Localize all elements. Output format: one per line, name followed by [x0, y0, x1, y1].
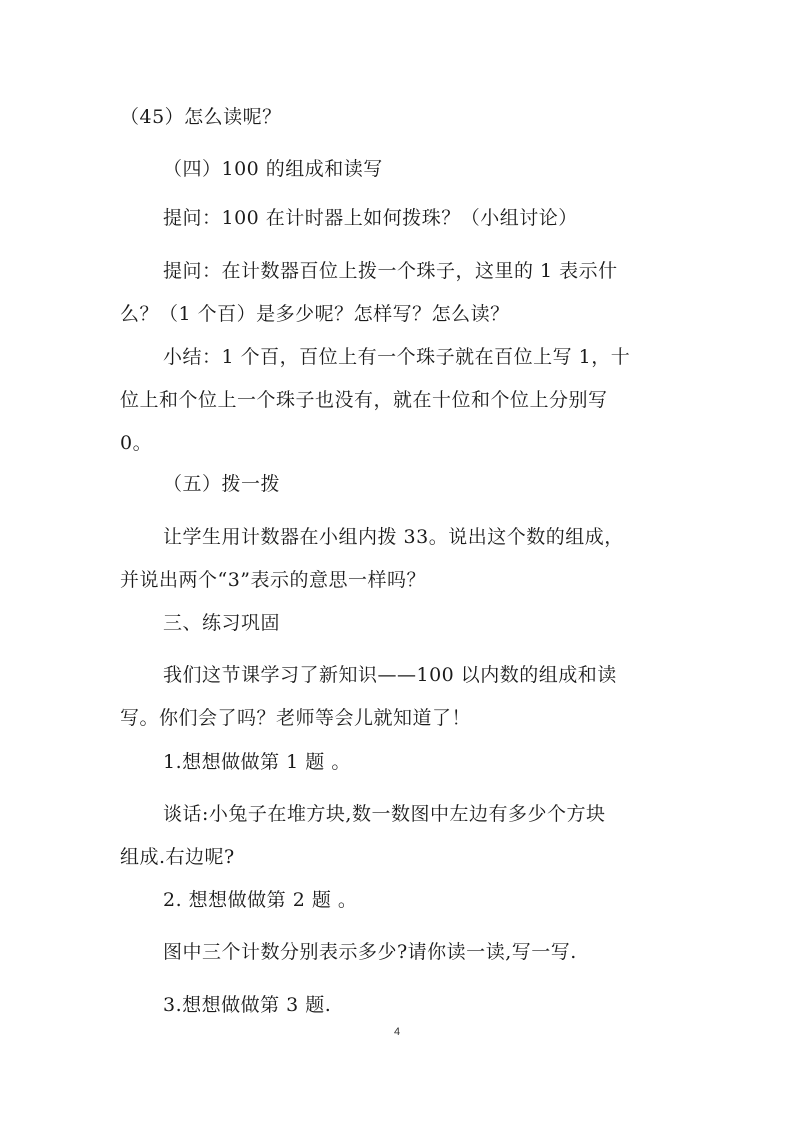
paragraph-three-counters [163, 931, 703, 974]
text-line: 位上和个位上一个珠子也没有，就在十位和个位上分别写 [120, 389, 608, 411]
text-line: 1.想想做做第 1 题 。 [163, 751, 351, 773]
text-line: 3.想想做做第 3 题. [163, 994, 332, 1016]
exercise-item-2 [163, 879, 703, 922]
text-line: 三、练习巩固 [163, 612, 281, 634]
paragraph-new-knowledge [120, 654, 660, 740]
text-line: （45）怎么读呢？ [120, 106, 282, 128]
text-line: （五）拨一拨 [163, 473, 281, 495]
text-line: 提问：100 在计时器上如何拨珠？（小组讨论） [163, 207, 578, 229]
text-line: 2. 想想做做第 2 题 。 [163, 889, 358, 911]
text-line: 谈话:小兔子在堆方块,数一数图中左边有多少个方块 [163, 803, 606, 825]
paragraph-summary [120, 336, 660, 465]
page-number: 4 [393, 1026, 401, 1038]
paragraph-reading-45 [120, 96, 660, 139]
exercise-item-3 [163, 984, 703, 1027]
text-line: 0。 [120, 432, 153, 454]
exercise-item-1 [163, 741, 703, 784]
text-line: 我们这节课学习了新知识——100 以内数的组成和读 [163, 664, 617, 686]
paragraph-rabbit-blocks [120, 793, 660, 879]
section-heading-dial-it [163, 463, 703, 506]
text-line: （四）100 的组成和读写 [163, 158, 383, 180]
section-heading-practice [163, 602, 703, 645]
text-line: 小结：1 个百，百位上有一个珠子就在百位上写 1，十 [163, 346, 631, 368]
paragraph-student-activity [120, 516, 660, 602]
paragraph-question-bead-counter [163, 197, 703, 240]
text-line: 写。你们会了吗？老师等会儿就知道了！ [120, 707, 472, 729]
text-line: 图中三个计数分别表示多少?请你读一读,写一写. [163, 941, 577, 963]
text-line: 让学生用计数器在小组内拨 33。说出这个数的组成， [163, 526, 624, 548]
text-line: 提问：在计数器百位上拨一个珠子，这里的 1 表示什 [163, 260, 618, 282]
text-line: 么？（1 个百）是多少呢？怎样写？怎么读？ [120, 303, 510, 325]
text-line: 并说出两个“3”表示的意思一样吗？ [120, 569, 427, 591]
text-line: 组成.右边呢? [120, 846, 235, 868]
paragraph-question-hundreds-place [120, 250, 660, 336]
section-heading-composition-of-100 [163, 148, 703, 191]
